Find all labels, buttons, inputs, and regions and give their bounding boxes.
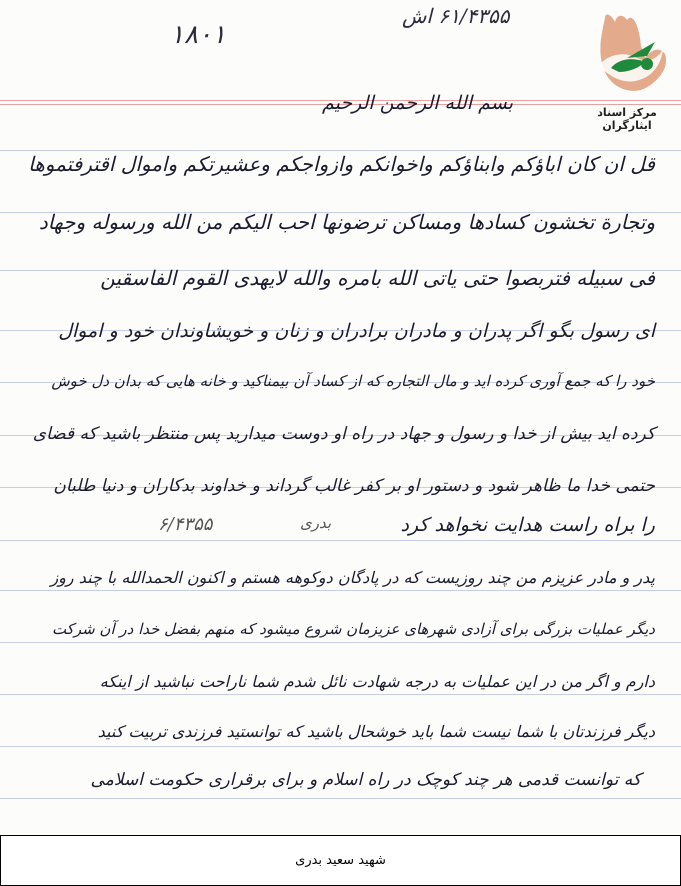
- caption-text: شهید سعید بدری: [295, 853, 386, 868]
- letter-line: فی سبیله فتربصوا حتی یاتی الله بامره والله لایهدی القوم الفاسقین: [100, 266, 655, 290]
- basmala: بسم الله الرحمن الرحیم: [322, 92, 513, 114]
- letter-line: حتمی خدا ما ظاهر شود و دستور او بر کفر غالب گرداند و خداوند بدکاران و دنیا طلبان: [53, 476, 655, 496]
- archive-number: ۱۸۰۱: [170, 20, 226, 50]
- logo-text: مرکز اسناد ایثارگران: [597, 106, 657, 132]
- letter-line: کرده اید بیش از خدا و رسول و جهاد در راه او دوست میدارید پس منتظر باشید که قضای: [32, 424, 655, 444]
- record-code: ۶۱/۴۳۵۵ اش: [402, 4, 510, 28]
- ruled-line: [0, 642, 681, 643]
- ruled-line: [0, 746, 681, 747]
- letter-line: قل ان کان اباؤکم وابناؤکم واخوانکم وازواجکم وعشیرتکم واموال اقترفتموها: [28, 152, 655, 176]
- letter-line: ای رسول بگو اگر پدران و مادران برادران و زنان و خویشاوندان خود و اموال: [58, 320, 655, 342]
- ruled-line: [0, 590, 681, 591]
- letter-line: که توانست قدمی هر چند کوچک در راه اسلام و برای برقراری حکومت اسلامی: [90, 770, 641, 790]
- letter-line: دیگر فرزندتان با شما نیست شما باید خوشحال باشید که توانستید فرزندی تربیت کنید: [97, 722, 655, 741]
- caption-box: [0, 835, 681, 886]
- ruled-line: [0, 150, 681, 151]
- letter-line: را براه راست هدایت نخواهد کرد: [400, 514, 655, 536]
- ruled-line: [0, 694, 681, 695]
- letter-line: وتجارة تخشون کسادها ومساکن ترضونها احب الیکم من الله ورسوله وجهاد: [38, 210, 655, 234]
- letter-line: پدر و مادر عزیزم من چند روزیست که در پادگان دوکوهه هستم و اکنون الحمدالله با چند روز: [50, 568, 655, 587]
- margin-note-name: بدری: [300, 514, 332, 532]
- margin-note-number: ۶/۴۳۵۵: [158, 514, 213, 535]
- archive-logo: [583, 6, 679, 134]
- letter-line: دارم و اگر من در این عملیات به درجه شهادت نائل شدم شما ناراحت نباشید از اینکه: [99, 672, 655, 691]
- ruled-line: [0, 540, 681, 541]
- ruled-line: [0, 798, 681, 799]
- letter-line: دیگر عملیات بزرگی برای آزادی شهرهای عزیزمان شروع میشود که منهم بفضل خدا در آن شرکت: [51, 620, 655, 638]
- letter-line: خود را که جمع آوری کرده اید و مال التجاره که از کساد آن بیمناکید و خانه هایی که بدان دل خوش: [51, 372, 655, 390]
